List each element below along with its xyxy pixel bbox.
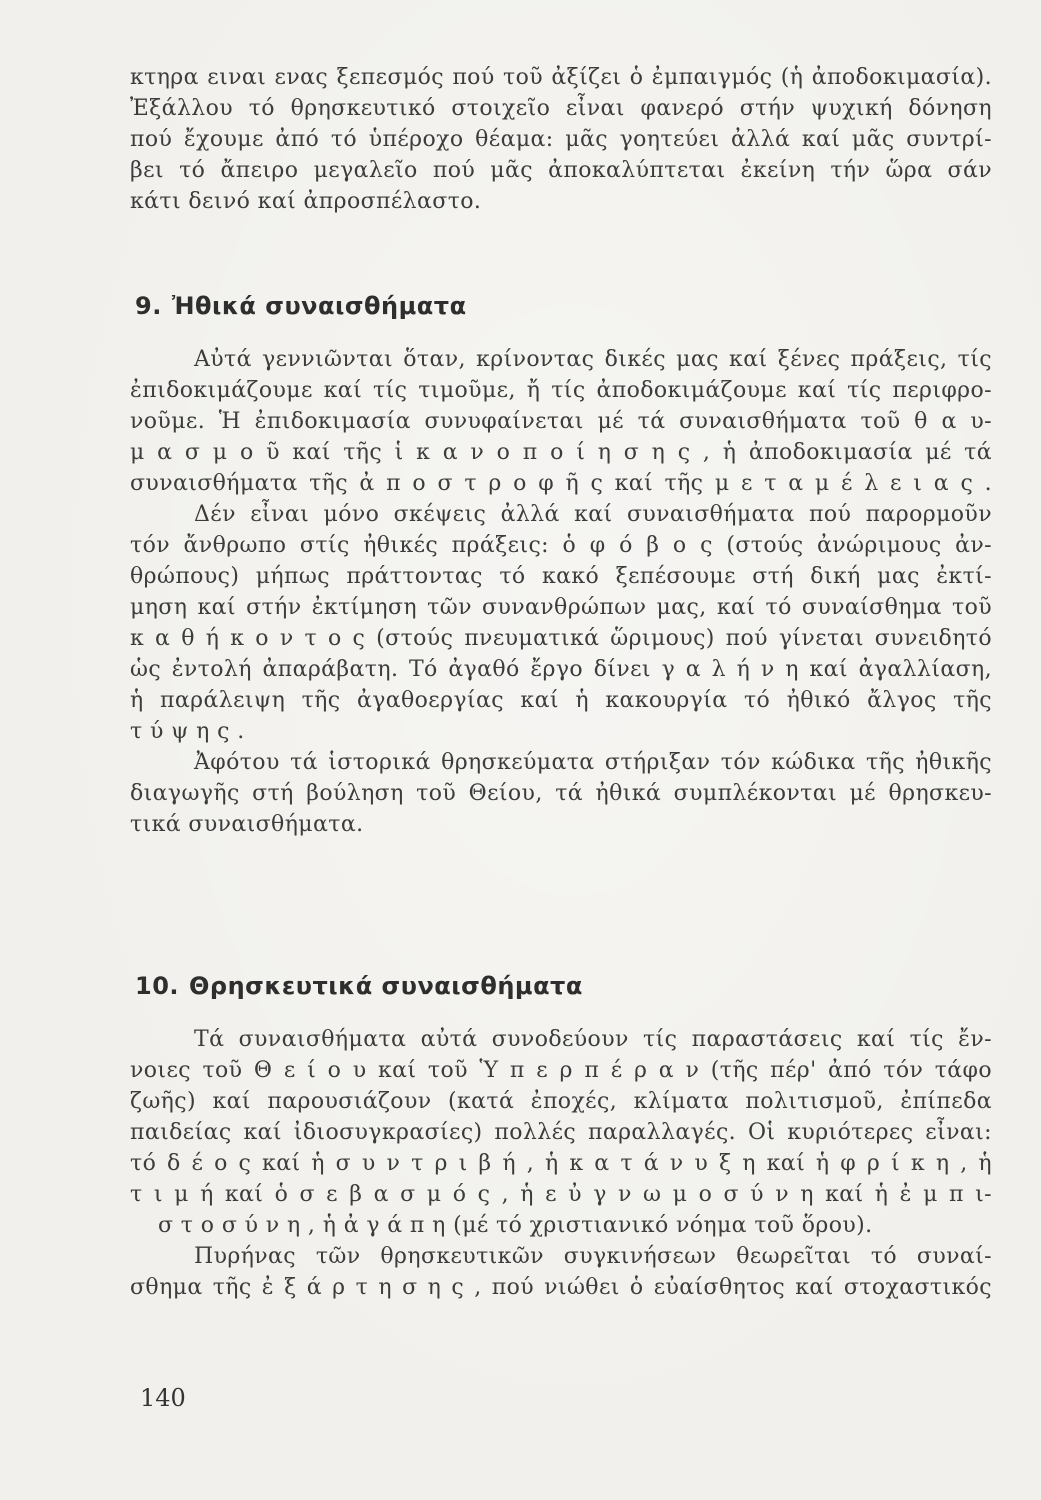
text-line: Ἐξάλλου τό θρησκευτικό στοιχεῖο εἶναι φανερό στήν ψυχική δόνηση <box>130 96 992 121</box>
text-line: νοῦμε. Ἡ ἐπιδοκιμασία συνυφαίνεται μέ τά συναισθήματα τοῦ θ α υ- <box>130 409 992 434</box>
text-line: τ ι μ ή καί ὁ σ ε β α σ μ ό ς , ἡ ε ὐ γ ν ω μ ο σ ύ ν η καί ἡ ἐ μ π ι- <box>130 1182 992 1207</box>
text-line: σ τ ο σ ύ ν η , ἡ ἀ γ ά π η (μέ τό χριστιανικό νόημα τοῦ ὅρου). <box>158 1213 873 1238</box>
text-line: τόν ἄνθρωπο στίς ἠθικές πράξεις: ὁ φ ό β ο ς (στούς ἀνώριμους ἀν- <box>130 533 992 558</box>
text-line: μηση καί στήν ἐκτίμηση τῶν συνανθρώπων μας, καί τό συναίσθημα τοῦ <box>130 595 992 620</box>
text-line: Πυρήνας τῶν θρησκευτικῶν συγκινήσεων θεωρεῖται τό συναί- <box>194 1244 992 1269</box>
text-line: νοιες τοῦ Θ ε ί ο υ καί τοῦ Ὑ π ε ρ π έ ρ α ν (τῆς πέρ' ἀπό τόν τάφο <box>130 1058 992 1083</box>
text-line: Αὐτά γεννιῶνται ὅταν, κρίνοντας δικές μας καί ξένες πράξεις, τίς <box>194 347 992 372</box>
text-line: παιδείας καί ἰδιοσυγκρασίες) πολλές παραλλαγές. Οἱ κυριότερες εἶναι: <box>130 1120 992 1145</box>
section-title: Ἠθικά συναισθήματα <box>171 292 467 320</box>
section-9-heading <box>135 292 467 320</box>
text-line: κάτι δεινό καί ἀπροσπέλαστο. <box>130 189 482 214</box>
text-line: μ α σ μ ο ῦ καί τῆς ἱ κ α ν ο π ο ί η σ η ς , ἡ ἀποδοκιμασία μέ τά <box>130 440 992 465</box>
section-10-body <box>130 1024 992 1303</box>
text-line: πού ἔχουμε ἀπό τό ὑπέροχο θέαμα: μᾶς γοητεύει ἀλλά καί μᾶς συντρί- <box>130 127 992 152</box>
text-line: διαγωγῆς στή βούληση τοῦ Θείου, τά ἠθικά συμπλέκονται μέ θρησκευ- <box>130 781 992 806</box>
text-line: ὡς ἐντολή ἀπαράβατη. Τό ἀγαθό ἔργο δίνει γ α λ ή ν η καί ἀγαλλίαση, <box>130 657 992 682</box>
text-line: ζωῆς) καί παρουσιάζουν (κατά ἐποχές, κλίματα πολιτισμοῦ, ἐπίπεδα <box>130 1089 992 1114</box>
text-line: βει τό ἄπειρο μεγαλεῖο πού μᾶς ἀποκαλύπτεται ἐκείνη τήν ὥρα σάν <box>130 158 992 183</box>
intro-paragraph <box>130 62 992 217</box>
text-line: θρώπους) μήπως πράττοντας τό κακό ξεπέσουμε στή δική μας ἐκτί- <box>130 564 992 589</box>
text-line: συναισθήματα τῆς ἀ π ο σ τ ρ ο φ ῆ ς καί τῆς μ ε τ α μ έ λ ε ι α ς . <box>130 471 992 496</box>
text-line: τό δ έ ο ς καί ἡ σ υ ν τ ρ ι β ή , ἡ κ α τ ά ν υ ξ η καί ἡ φ ρ ί κ η , ἡ <box>130 1151 992 1176</box>
text-line: τ ύ ψ η ς . <box>130 719 245 744</box>
text-line: κτηρα ειναι ενας ξεπεσμός πού τοῦ ἀξίζει ὁ ἐμπαιγμός (ἡ ἀποδοκιμασία). <box>130 65 992 90</box>
text-line: σθημα τῆς ἐ ξ ά ρ τ η σ η ς , πού νιώθει ὁ εὐαίσθητος καί στοχαστικός <box>130 1275 992 1300</box>
text-line: κ α θ ή κ ο ν τ ο ς (στούς πνευματικά ὥριμους) πού γίνεται συνειδητό <box>130 626 992 651</box>
section-number: 9. <box>135 292 162 320</box>
section-9-body <box>130 344 992 840</box>
section-title: Θρησκευτικά συναισθήματα <box>189 972 583 1000</box>
page-number: 140 <box>140 1384 186 1412</box>
text-line: Τά συναισθήματα αὐτά συνοδεύουν τίς παραστάσεις καί τίς ἔν- <box>194 1027 992 1052</box>
text-line: ἡ παράλειψη τῆς ἀγαθοεργίας καί ἡ κακουργία τό ἠθικό ἄλγος τῆς <box>130 688 992 713</box>
text-line: Δέν εἶναι μόνο σκέψεις ἀλλά καί συναισθήματα πού παρορμοῦν <box>194 502 992 527</box>
text-line: ἐπιδοκιμάζουμε καί τίς τιμοῦμε, ἤ τίς ἀποδοκιμάζουμε καί τίς περιφρο- <box>130 378 992 403</box>
text-line: Ἀφότου τά ἱστορικά θρησκεύματα στήριξαν τόν κώδικα τῆς ἠθικῆς <box>194 750 992 775</box>
section-10-heading <box>135 972 583 1000</box>
section-number: 10. <box>135 972 180 1000</box>
text-line: τικά συναισθήματα. <box>130 812 364 837</box>
